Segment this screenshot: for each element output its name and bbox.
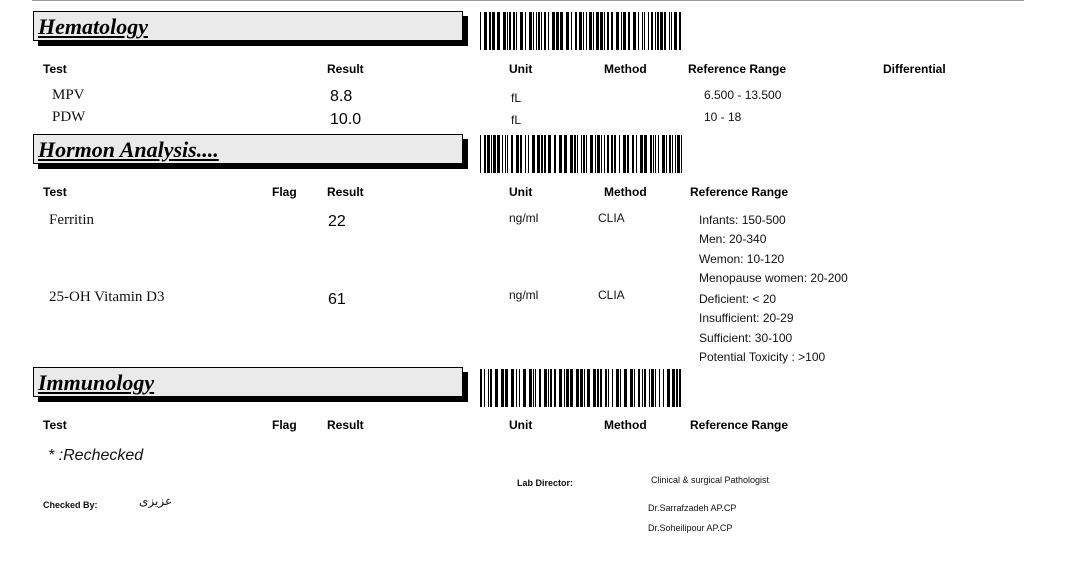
col-header-method: Method xyxy=(604,185,647,199)
barcode-hormone xyxy=(480,135,685,173)
test-reference: 6.500 - 13.500 xyxy=(704,88,782,102)
top-rule xyxy=(32,0,1024,1)
col-header-unit: Unit xyxy=(509,418,533,432)
reference-range-list xyxy=(699,290,825,367)
col-header-result: Result xyxy=(327,62,364,76)
section-title-hormone: Hormon Analysis.... xyxy=(38,137,219,162)
barcode-hematology xyxy=(480,12,685,50)
col-header-test: Test xyxy=(43,418,67,432)
test-unit: fL xyxy=(511,91,522,105)
section-header-hematology xyxy=(33,11,463,41)
test-name: 25-OH Vitamin D3 xyxy=(49,289,165,305)
reference-range-line: Menopause women: 20-200 xyxy=(699,270,848,285)
checked-by-label: Checked By: xyxy=(43,500,98,510)
reference-range-line: Deficient: < 20 xyxy=(699,292,777,306)
col-header-reference: Reference Range xyxy=(690,418,789,432)
section-header-immunology xyxy=(33,367,463,397)
reference-range-line: Infants: 150-500 xyxy=(699,213,786,227)
doctor-name: Dr.Soheilipour AP.CP xyxy=(648,523,733,533)
barcode-immunology xyxy=(480,369,685,407)
test-unit: ng/ml xyxy=(509,211,539,225)
lab-director-title: Clinical & surgical Pathologist xyxy=(651,475,770,485)
reference-range-line: Wemon: 10-120 xyxy=(699,251,785,266)
reference-range-list xyxy=(699,211,848,288)
test-result: 61 xyxy=(328,291,346,308)
col-header-test: Test xyxy=(43,185,67,199)
rechecked-note: * :Rechecked xyxy=(48,447,144,464)
col-header-reference: Reference Range xyxy=(690,185,789,199)
reference-range-line: Potential Toxicity : >100 xyxy=(699,349,826,364)
test-result: 10.0 xyxy=(330,111,362,128)
test-name: PDW xyxy=(52,109,86,125)
col-header-reference: Reference Range xyxy=(688,62,787,76)
test-reference: 10 - 18 xyxy=(704,110,742,124)
col-header-test: Test xyxy=(43,62,67,76)
col-header-unit: Unit xyxy=(509,185,533,199)
col-header-differential: Differential xyxy=(883,62,946,76)
col-header-method: Method xyxy=(604,418,647,432)
reference-range-line: Sufficient: 30-100 xyxy=(699,330,793,345)
test-name: MPV xyxy=(52,87,85,103)
col-header-method: Method xyxy=(604,62,647,76)
test-name: Ferritin xyxy=(49,212,94,228)
doctor-name: Dr.Sarrafzadeh AP.CP xyxy=(648,503,737,513)
col-header-flag: Flag xyxy=(272,418,297,432)
test-method: CLIA xyxy=(598,288,625,302)
test-result: 8.8 xyxy=(330,88,353,105)
section-title-hematology: Hematology xyxy=(38,14,148,39)
test-unit: fL xyxy=(511,113,522,127)
reference-range-line: Men: 20-340 xyxy=(699,232,767,247)
col-header-flag: Flag xyxy=(272,185,297,199)
checked-by-signature: عزیزی xyxy=(139,494,173,508)
col-header-result: Result xyxy=(327,418,364,432)
col-header-result: Result xyxy=(327,185,364,199)
col-header-unit: Unit xyxy=(509,62,533,76)
test-unit: ng/ml xyxy=(509,288,539,302)
section-header-hormone xyxy=(33,134,463,164)
reference-range-line: Insufficient: 20-29 xyxy=(699,311,794,326)
lab-director-label: Lab Director: xyxy=(517,478,574,488)
test-method: CLIA xyxy=(598,211,625,225)
section-title-immunology: Immunology xyxy=(38,370,155,395)
test-result: 22 xyxy=(328,213,346,230)
